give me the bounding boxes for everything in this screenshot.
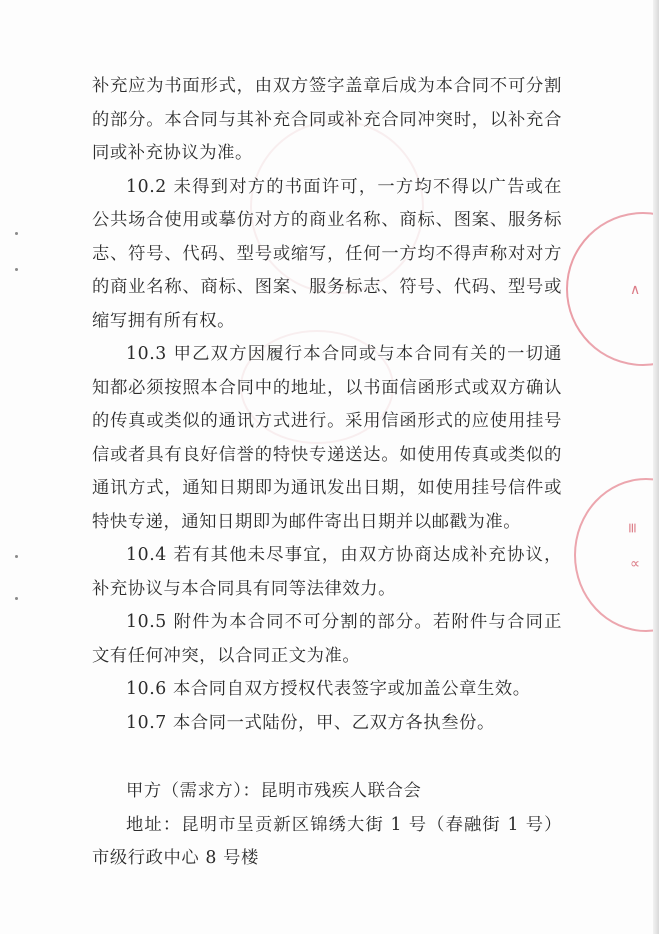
party-a-address: 地址：昆明市呈贡新区锦绣大街 1 号（春融街 1 号）市级行政中心 8 号楼 [92,814,562,868]
party-a-label: 甲方（需求方）：昆明市残疾人联合会 [126,781,422,801]
document-body [92,70,562,876]
seal-mark-bottom: ≡ [623,522,640,534]
paragraph-continuation: 补充应为书面形式，由双方签字盖章后成为本合同不可分割的部分。本合同与其补充合同或补充合同冲突时，以补充合同或补充协议为准。 [92,76,562,163]
seal-mark-bottom-2: ∝ [630,556,641,572]
page-edge-shadow [653,0,659,934]
clause-10-7: 10.7 本合同一式陆份，甲、乙双方各执叁份。 [126,712,495,733]
clause-10-6: 10.6 本合同自双方授权代表签字或加盖公章生效。 [126,679,531,699]
seal-mark-top: ∧ [630,282,641,298]
red-seal-partial-top [566,212,659,366]
clause-10-4: 10.4 若有其他未尽事宜，由双方协商达成补充协议，补充协议与本合同具有同等法律效力。 [92,545,562,599]
spacer [92,740,562,775]
red-seal-partial-bottom [574,478,659,632]
clause-10-2: 10.2 未得到对方的书面许可，一方均不得以广告或在公共场合使用或摹仿对方的商业名称、商标、图案、服务标志、符号、代码、型号或缩写，任何一方均不得声称对对方的商业名称、商标、图案、服务标志、符号、代码、型号或缩写拥有所有权。 [92,176,562,331]
clause-10-5: 10.5 附件为本合同不可分割的部分。若附件与合同正文有任何冲突，以合同正文为准。 [92,612,562,666]
clause-10-3: 10.3 甲乙双方因履行本合同或与本合同有关的一切通知都必须按照本合同中的地址，以书面信函形式或双方确认的传真或类似的通讯方式进行。采用信函形式的应使用挂号信或者具有良好信誉的特快专递送达。如使用传真或类似的通讯方式，通知日期即为通讯发出日期，如使用挂号信件或特快专递，通知日期即为邮件寄出日期并以邮戳为准。 [92,344,562,532]
scan-dot [15,232,18,235]
scan-dot [15,597,18,600]
scan-dot [15,555,18,558]
scan-dot [15,268,18,271]
